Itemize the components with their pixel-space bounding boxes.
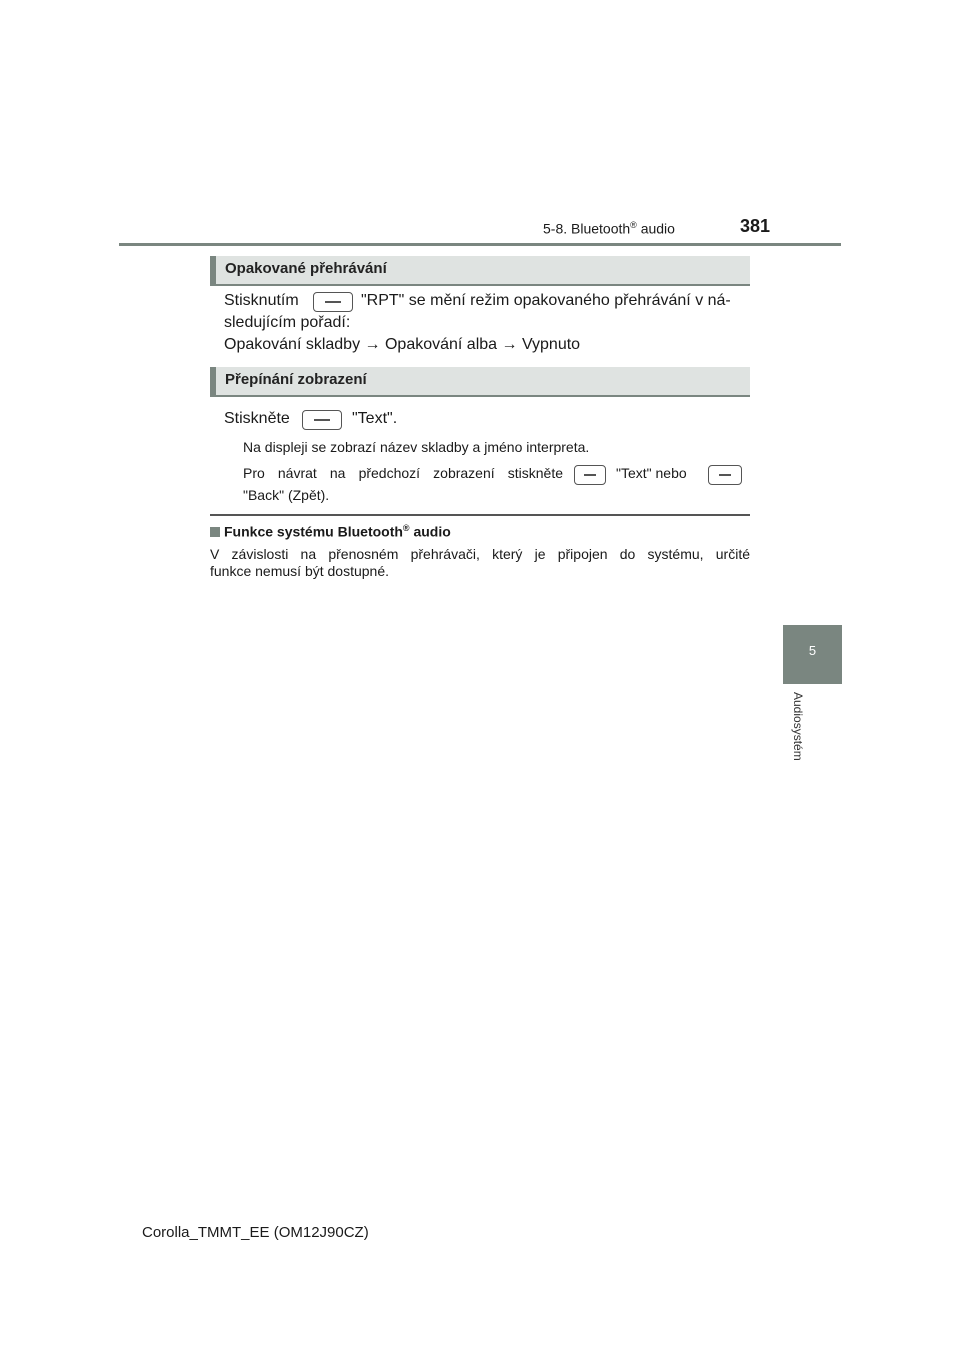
- section-header: 5-8. Bluetooth® audio: [543, 220, 675, 237]
- footer-document-id: Corolla_TMMT_EE (OM12J90CZ): [142, 1224, 369, 1241]
- note-body-line2: funkce nemusí být dostupné.: [210, 563, 389, 579]
- section-heading-repeat: [210, 256, 750, 286]
- display-note2-mid: "Text" nebo: [616, 465, 687, 481]
- section-title: Opakované přehrávání: [225, 260, 387, 277]
- section-heading-display: [210, 367, 750, 397]
- section-title: Přepínání zobrazení: [225, 371, 367, 388]
- display-line1-pre: Stiskněte: [224, 410, 290, 427]
- note-body-line1: V závislosti na přenosném přehrávači, který je připojen do systému, určité: [210, 546, 750, 562]
- display-note2-pre: Pro návrat na předchozí zobrazení stiskněte: [243, 465, 563, 481]
- square-bullet-icon: [210, 527, 220, 537]
- display-line1-post: "Text".: [352, 410, 398, 427]
- heading-marker: [210, 367, 216, 395]
- steering-switch-icon: [708, 465, 742, 485]
- chapter-number: 5: [808, 643, 817, 658]
- display-note1: Na displeji se zobrazí název skladby a jméno interpreta.: [243, 439, 590, 455]
- chapter-name: Audiosystém: [791, 692, 805, 761]
- repeat-line1-pre: Stisknutím: [224, 292, 299, 309]
- steering-switch-icon: [574, 465, 606, 485]
- note-divider: [210, 514, 750, 516]
- note-title: Funkce systému Bluetooth® audio: [210, 523, 451, 540]
- steering-switch-icon: [313, 292, 353, 312]
- header-rule: [119, 243, 841, 246]
- steering-switch-icon: [302, 410, 342, 430]
- repeat-line2: sledujícím pořadí:: [224, 314, 351, 331]
- display-note2-end: "Back" (Zpět).: [243, 487, 330, 503]
- repeat-line1-post: "RPT" se mění režim opakovaného přehrávání v ná-: [361, 292, 731, 309]
- heading-marker: [210, 256, 216, 284]
- repeat-order: Opakování skladby → Opakování alba → Vypnuto: [224, 336, 581, 353]
- page-number: 381: [740, 216, 771, 236]
